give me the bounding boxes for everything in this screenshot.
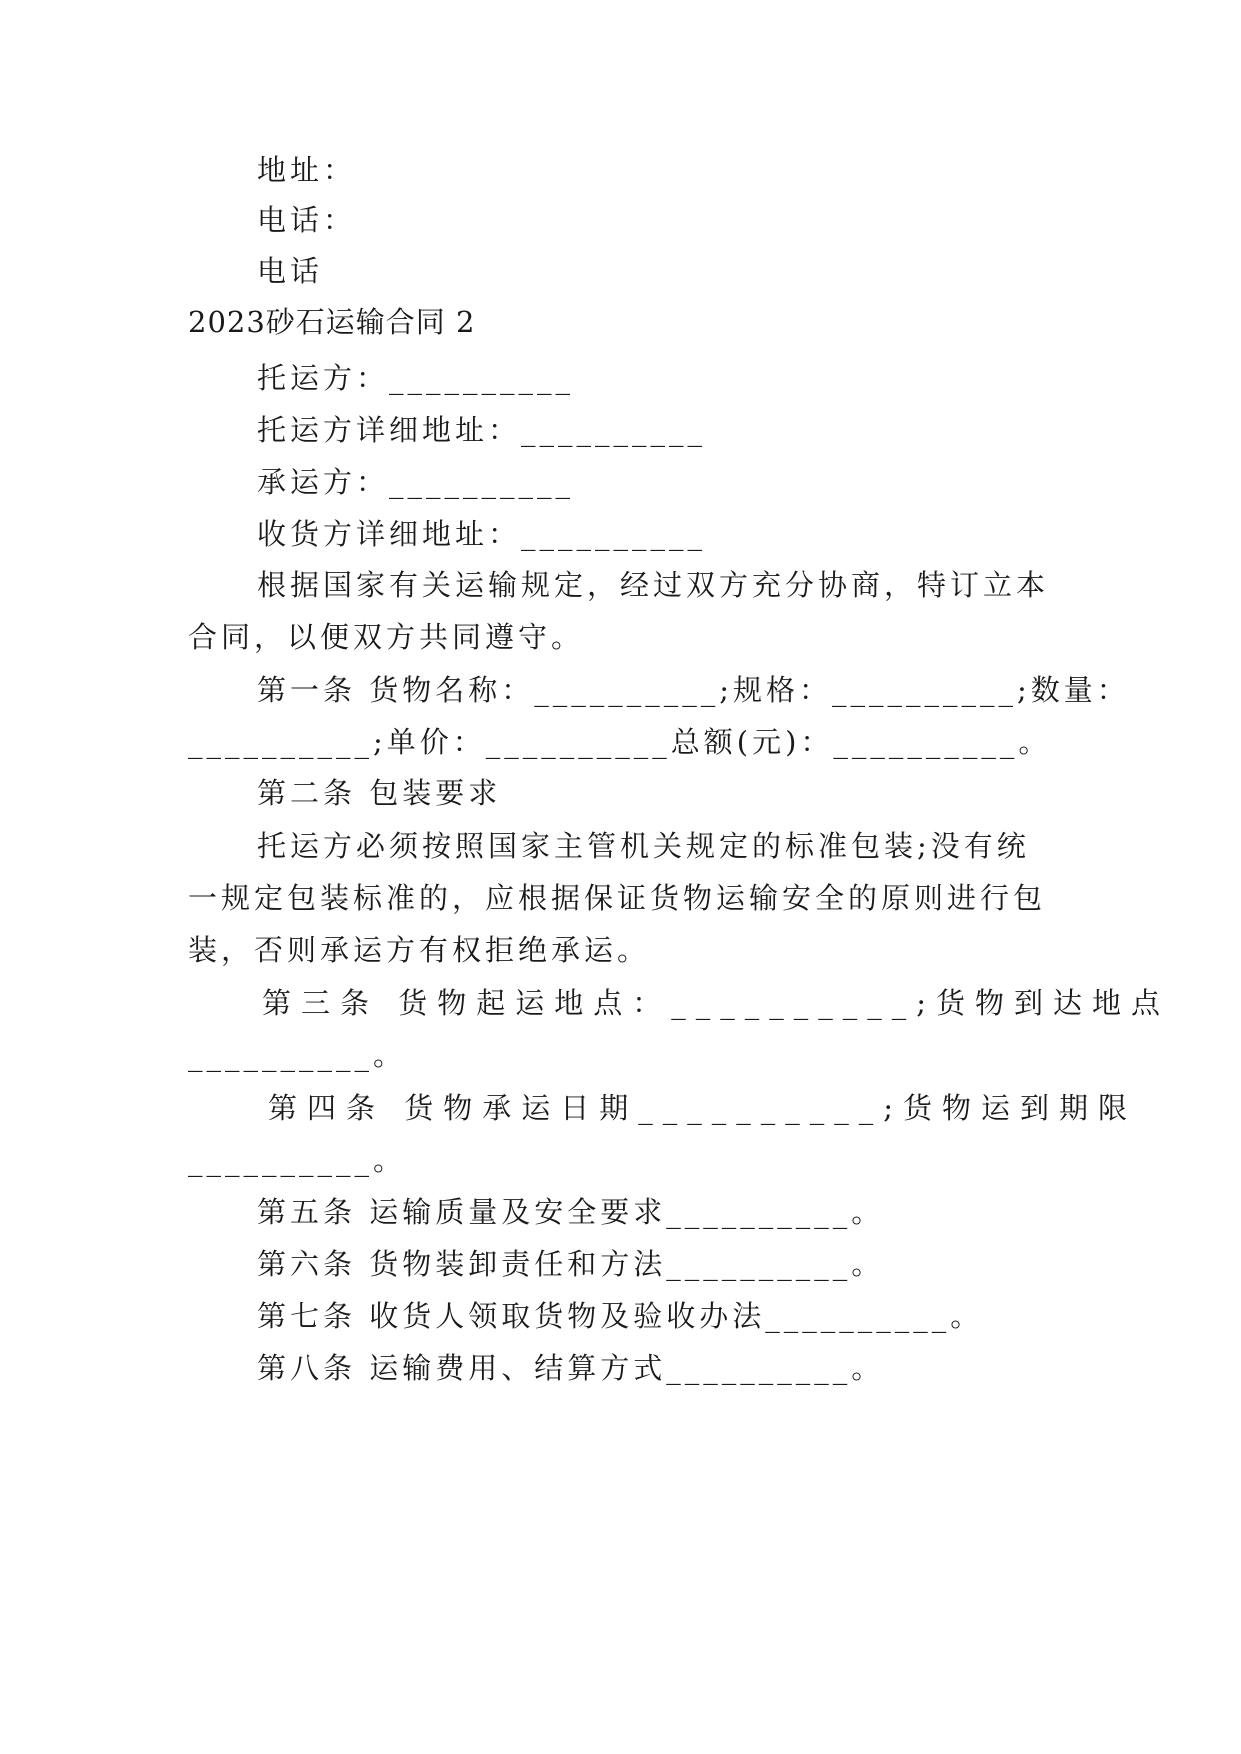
consignee-address-line: 收货方详细地址：__________ — [257, 517, 707, 551]
article-2-line-2: 一规定包装标准的，应根据保证货物运输安全的原则进行包 — [188, 881, 1047, 915]
preamble-line-1: 根据国家有关运输规定，经过双方充分协商，特订立本 — [257, 568, 1050, 602]
article-1-line-1: 第一条 货物名称：__________;规格：__________;数量： — [257, 673, 1130, 707]
article-5-line: 第五条 运输质量及安全要求__________。 — [257, 1195, 885, 1229]
preamble-line-2: 合同，以便双方共同遵守。 — [188, 620, 585, 654]
article-3-line-2: __________。 — [188, 1038, 407, 1072]
shipper-line: 托运方：__________ — [257, 361, 575, 395]
section-title: 2023砂石运输合同 2 — [188, 305, 476, 339]
article-2-line-3: 装，否则承运方有权拒绝承运。 — [188, 933, 651, 967]
shipper-address-line: 托运方详细地址：__________ — [257, 413, 707, 447]
phone-line-2: 电话 — [257, 254, 324, 288]
article-1-line-2: __________;单价：__________总额(元)：__________。 — [188, 725, 1052, 759]
article-8-line: 第八条 运输费用、结算方式__________。 — [257, 1351, 885, 1385]
article-6-line: 第六条 货物装卸责任和方法__________。 — [257, 1247, 885, 1281]
article-7-line: 第七条 收货人领取货物及验收办法__________。 — [257, 1299, 984, 1333]
article-4-line-2: __________。 — [188, 1143, 407, 1177]
address-line: 地址： — [257, 153, 357, 187]
carrier-line: 承运方：__________ — [257, 465, 575, 499]
phone-line: 电话： — [257, 203, 357, 237]
article-4-line-1: 第四条 货物承运日期__________;货物运到期限 — [268, 1091, 1137, 1125]
article-3-line-1: 第三条 货物起运地点：__________;货物到达地点 — [262, 986, 1170, 1020]
article-2-line-1: 托运方必须按照国家主管机关规定的标准包装;没有统 — [257, 829, 1030, 863]
article-2-heading: 第二条 包装要求 — [257, 776, 502, 810]
